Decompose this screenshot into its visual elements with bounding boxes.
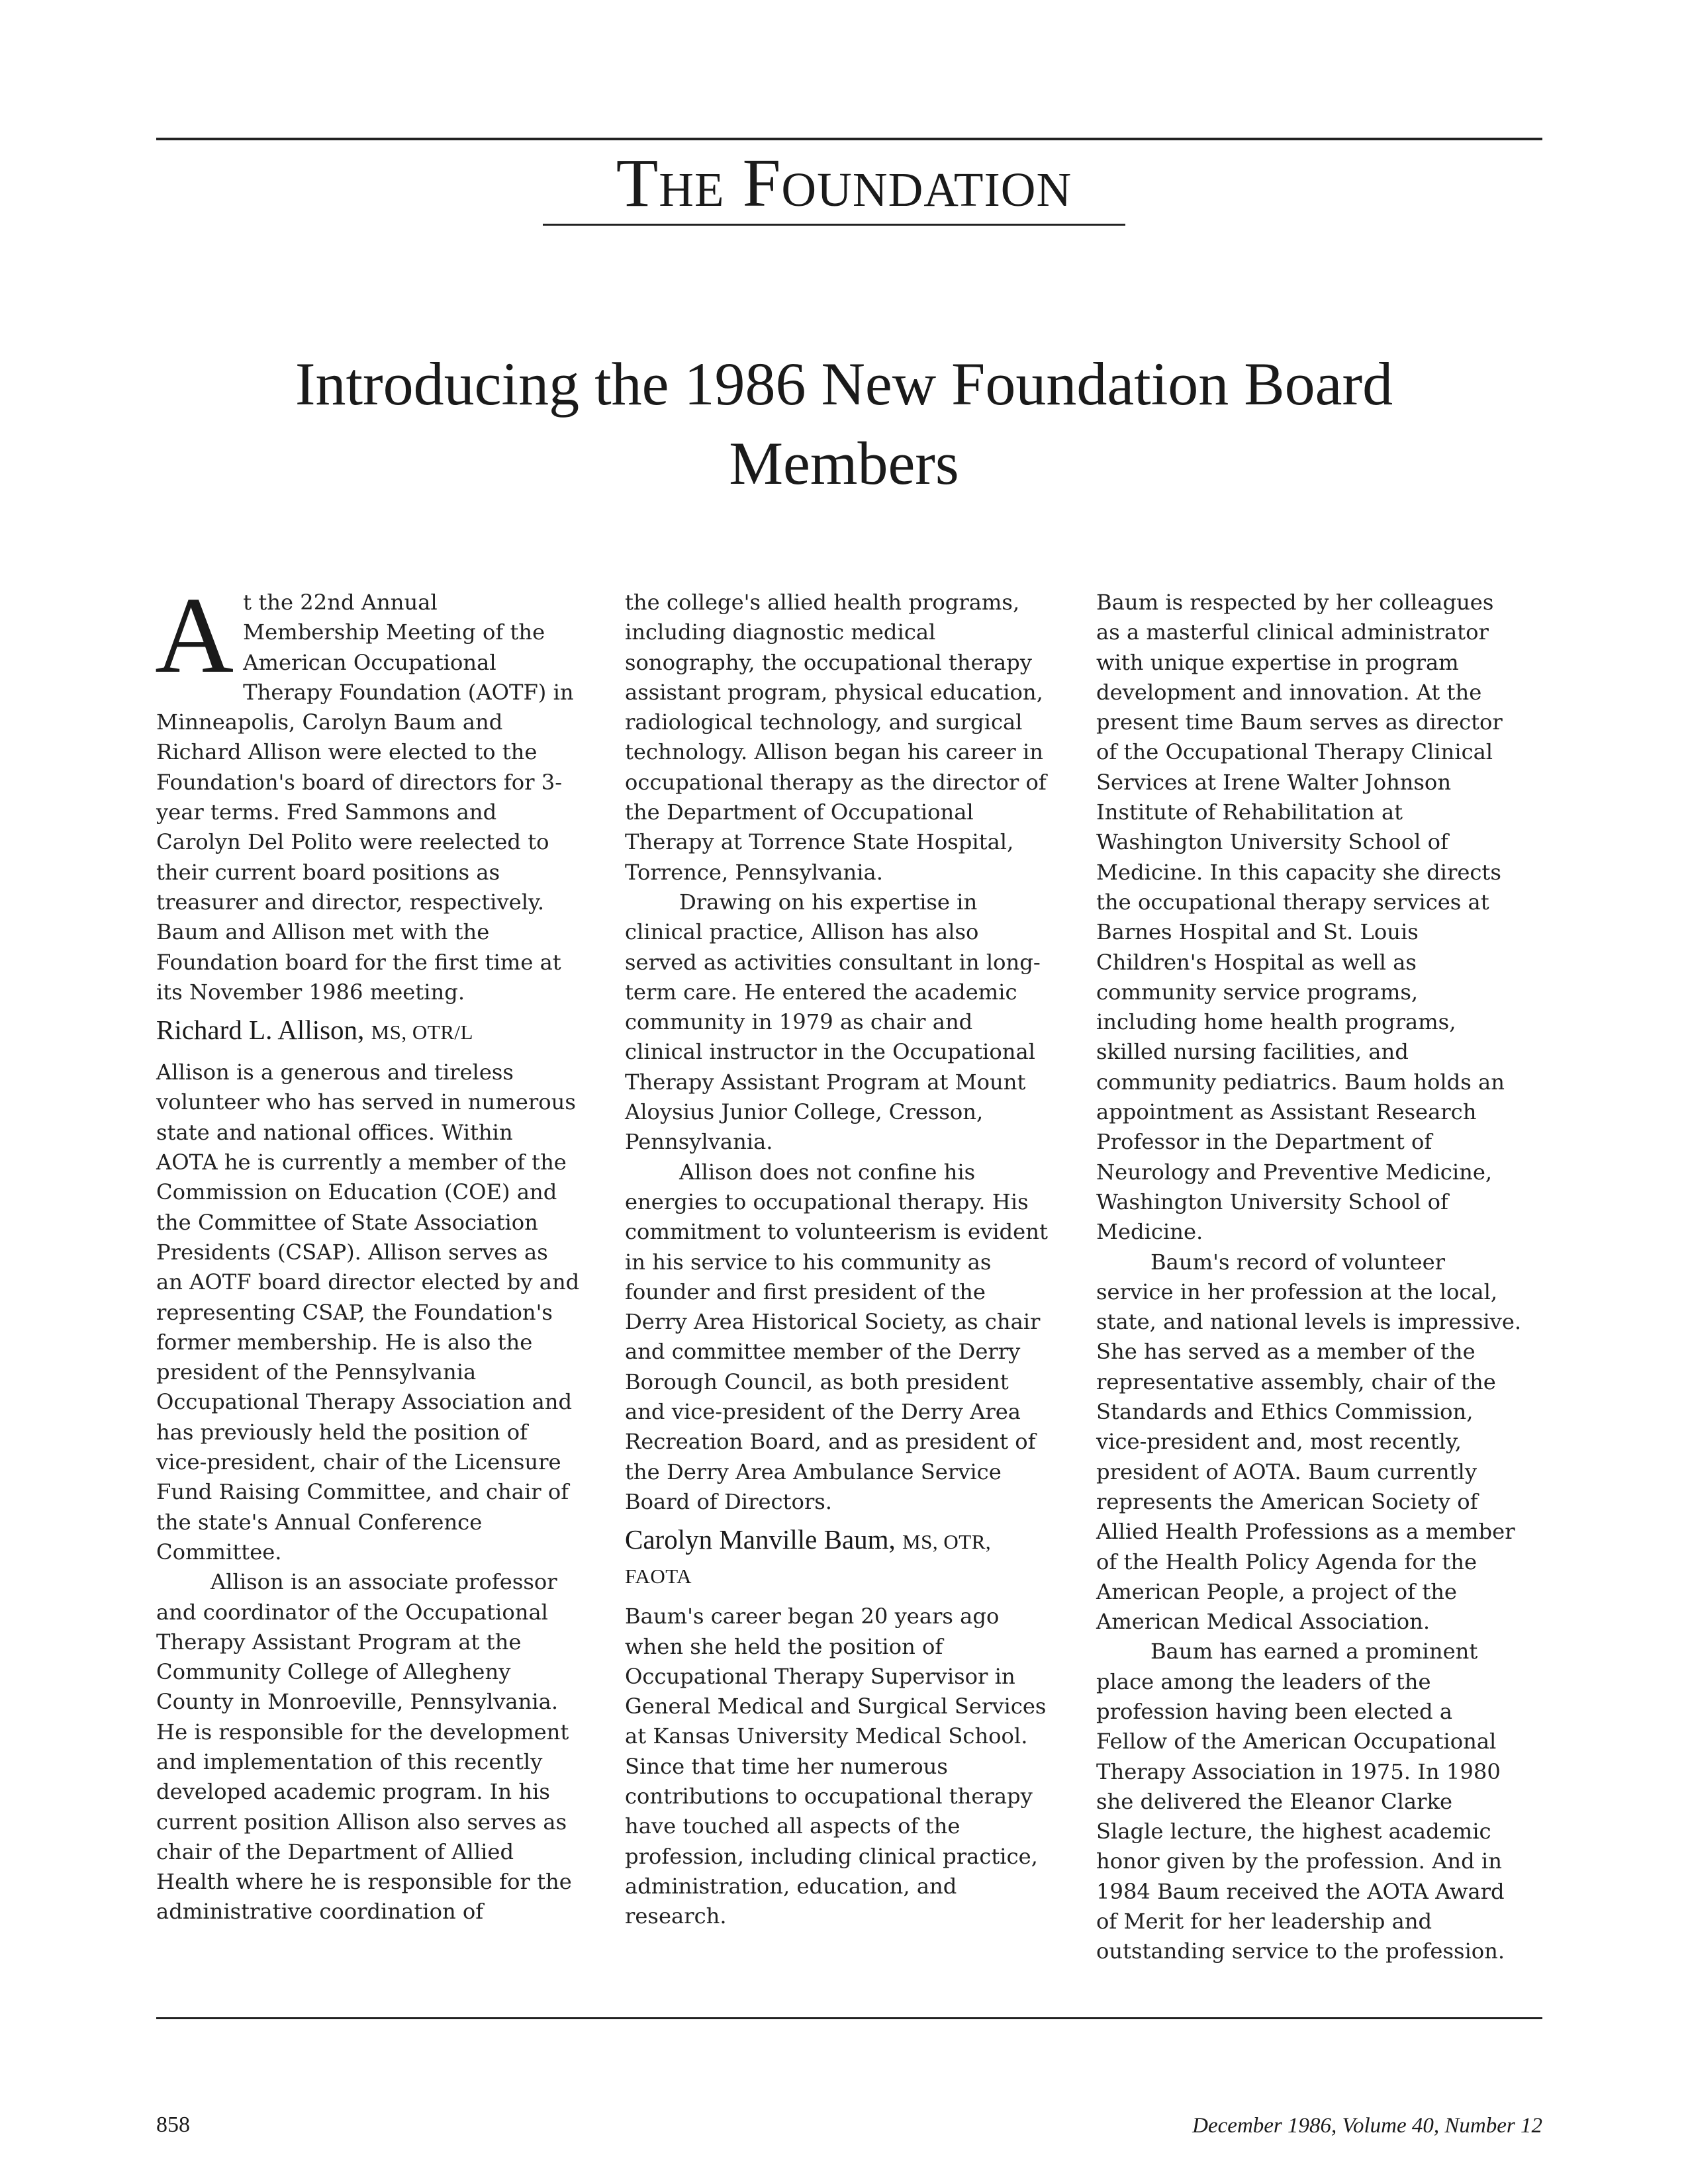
baum-paragraph-4: Baum has earned a prominent place among the leaders of the profession having been elected a Fellow of the American Occupational Therapy Association in 1975. In 1980 she delivered the Eleanor Clarke Slagle lecture, the highest academic honor given by the profession. And in 1984 Baum received the AOTA Award of Merit for her leadership and outstanding service to the profession. [1096, 1639, 1505, 1964]
allison-paragraph-1: Allison is a generous and tireless volunteer who has served in numerous state and national offices. Within AOTA he is currently a member of the Commission on Education (COE) and the Committee of State Association Presidents (CSAP). Allison serves as an AOTF board director elected by and representing CSAP, the Foundation's former membership. He is also the president of the Pennsylvania Occupational Therapy Association and has previously held the position of vice-president, chair of the Licensure Fund Raising Committee, and chair of the state's Annual Conference Committee. [156, 1060, 580, 1565]
column-1 [155, 574, 580, 1927]
page-number: 858 [156, 2113, 190, 2137]
baum-paragraph-1: Baum's career began 20 years ago when she held the position of Occupational Therapy Supervisor in General Medical and Surgical Services at Kansas University Medical School. Since that time her numerous contributions to occupational therapy have touched all aspects of the profession, including clinical practice, administration, education, and research. [625, 1604, 1047, 1929]
column-2 [625, 588, 1049, 1931]
allison-heading [156, 1014, 580, 1048]
allison-name: Richard L. Allison, [156, 1015, 365, 1046]
section-title-underline [543, 224, 1125, 226]
allison-paragraph-2: Allison is an associate professor and coordinator of the Occupational Therapy Assistant Program at the Community College of Allegheny County in Monroeville, Pennsylvania. He is responsible for the development and implementation of this recently developed academic program. In his current position Allison also serves as chair of the Department of Allied Health where he is responsible for the administrative coordination of [156, 1569, 572, 1925]
article-title: Introducing the 1986 New Foundation Board Members [295, 350, 1393, 497]
baum-credentials: MS, OTR, FAOTA [625, 1530, 992, 1588]
top-rule [156, 138, 1542, 140]
allison-paragraph-4: Allison does not confine his energies to occupational therapy. His commitment to volunteerism is evident in his service to his community as founder and first president of the Derry Area Historical Society, as chair and committee member of the Derry Borough Council, as both president and vice-president of the Derry Area Recreation Board, and as president of the Derry Area Ambulance Service Board of Directors. [625, 1159, 1048, 1514]
section-title: The Foundation [616, 145, 1072, 221]
intro-text: t the 22nd Annual Membership Meeting of the American Occupational Therapy Foundation (AOTF) in Minneapolis, Carolyn Baum and Richard Allison were elected to the Foundation's board of directors for 3-year terms. Fred Sammons and Carolyn Del Polito were reelected to their current board positions as treasurer and director, respectively. Baum and Allison met with the Foundation board for the first time at its November 1986 meeting. [156, 590, 574, 1005]
bottom-rule [156, 2017, 1542, 2019]
drop-cap: A [155, 574, 234, 696]
allison-credentials: MS, OTR/L [371, 1021, 473, 1044]
column-3 [1096, 588, 1523, 1967]
intro-paragraph [155, 574, 580, 1007]
baum-paragraph-2: Baum is respected by her colleagues as a masterful clinical administrator with unique expertise in program development and innovation. At the present time Baum serves as director of the Occupational Therapy Clinical Services at Irene Walter Johnson Institute of Rehabilitation at Washington University School of Medicine. In this capacity she directs the occupational therapy services at Barnes Hospital and St. Louis Children's Hospital as well as community service programs, including home health programs, skilled nursing facilities, and community pediatrics. Baum holds an appointment as Assistant Research Professor in the Department of Neurology and Preventive Medicine, Washington University School of Medicine. [1096, 590, 1505, 1245]
issue-line: December 1986, Volume 40, Number 12 [1192, 2114, 1542, 2138]
allison-paragraph-3: Drawing on his expertise in clinical practice, Allison has also served as activities consultant in long-term care. He entered the academic community in 1979 as chair and clinical instructor in the Occupational Therapy Assistant Program at Mount Aloysius Junior College, Cresson, Pennsylvania. [625, 889, 1041, 1155]
allison-paragraph-2-continued: the college's allied health programs, including diagnostic medical sonography, the occupational therapy assistant program, physical education, radiological technology, and surgical technology. Allison began his career in occupational therapy as the director of the Department of Occupational Therapy at Torrence State Hospital, Torrence, Pennsylvania. [625, 590, 1047, 885]
baum-name: Carolyn Manville Baum, [625, 1524, 896, 1555]
baum-heading [625, 1524, 1049, 1592]
baum-paragraph-3: Baum's record of volunteer service in her profession at the local, state, and national levels is impressive. She has served as a member of the representative assembly, chair of the Standards and Ethics Commission, vice-president and, most recently, president of AOTA. Baum currently represents the American Society of Allied Health Professions as a member of the Health Policy Agenda for the American People, a project of the American Medical Association. [1096, 1249, 1522, 1635]
